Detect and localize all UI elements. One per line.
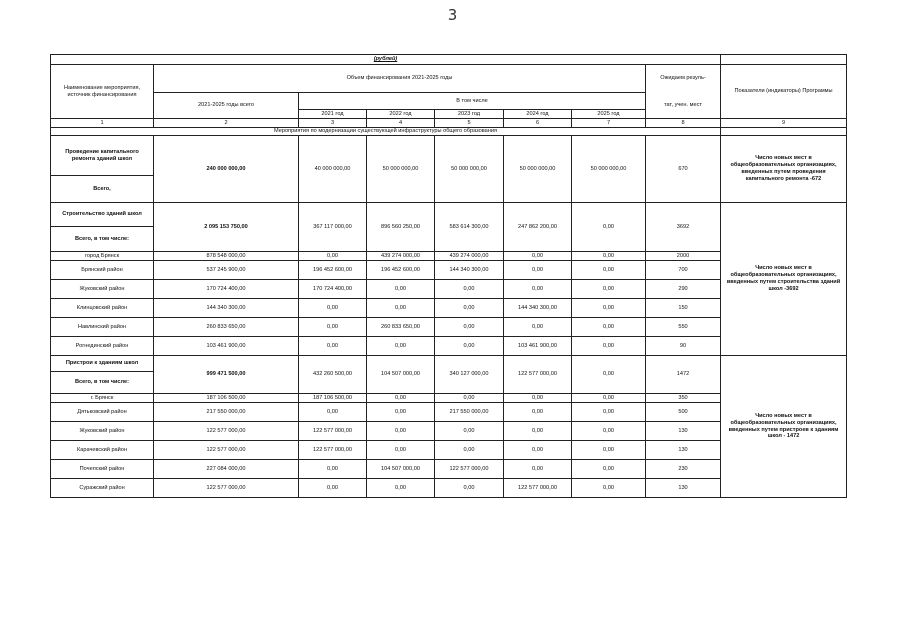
col-num: 7 <box>572 119 646 128</box>
row-value: 0,00 <box>572 280 646 299</box>
block-year-value: 0,00 <box>572 203 646 252</box>
block-subtitle: Всего, <box>51 176 154 203</box>
row-value: 0,00 <box>572 299 646 318</box>
row-value: 439 274 000,00 <box>435 252 504 261</box>
indicator-text: Число новых мест в общеобразовательных организациях, введенных путем строительства зданий школ -3692 <box>721 203 847 356</box>
row-value: 0,00 <box>572 460 646 479</box>
row-value: 230 <box>646 460 721 479</box>
row-value: 0,00 <box>572 252 646 261</box>
header-expected-1: Ожидаем резуль- <box>646 65 721 93</box>
row-value: 0,00 <box>504 460 572 479</box>
block-year-value: 3692 <box>646 203 721 252</box>
row-value: 187 106 500,00 <box>154 394 299 403</box>
row-name: Брянский район <box>51 261 154 280</box>
col-num: 5 <box>435 119 504 128</box>
year-2025: 2025 год <box>572 110 646 119</box>
row-value: 700 <box>646 261 721 280</box>
block-year-value: 0,00 <box>572 356 646 394</box>
row-name: Жуковский район <box>51 280 154 299</box>
row-value: 0,00 <box>504 403 572 422</box>
row-value: 350 <box>646 394 721 403</box>
header-total: 2021-2025 годы всего <box>154 93 299 119</box>
block-title: Строительство зданий школ <box>51 203 154 227</box>
row-value: 0,00 <box>435 441 504 460</box>
row-value: 0,00 <box>504 394 572 403</box>
row-value: 0,00 <box>435 479 504 498</box>
row-value: 170 724 400,00 <box>299 280 367 299</box>
row-value: 187 106 500,00 <box>299 394 367 403</box>
block-title: Пристрои к зданиям школ <box>51 356 154 372</box>
block-year-value: 367 117 000,00 <box>299 203 367 252</box>
row-value: 0,00 <box>299 403 367 422</box>
section-title-row <box>51 128 847 136</box>
row-name: г. Брянск <box>51 394 154 403</box>
row-value: 196 452 600,00 <box>367 261 435 280</box>
header-volume: Объем финансирования 2021-2025 годы <box>154 65 646 93</box>
row-value: 0,00 <box>367 441 435 460</box>
row-value: 0,00 <box>572 318 646 337</box>
block-total-row <box>51 356 847 372</box>
row-value: 0,00 <box>367 479 435 498</box>
row-value: 260 833 650,00 <box>154 318 299 337</box>
block-year-value: 50 000 000,00 <box>367 136 435 203</box>
row-value: 122 577 000,00 <box>299 441 367 460</box>
year-2024: 2024 год <box>504 110 572 119</box>
block-year-value: 1472 <box>646 356 721 394</box>
year-2022: 2022 год <box>367 110 435 119</box>
row-value: 0,00 <box>504 441 572 460</box>
col-num: 3 <box>299 119 367 128</box>
row-value: 130 <box>646 441 721 460</box>
row-value: 122 577 000,00 <box>154 479 299 498</box>
row-value: 878 548 000,00 <box>154 252 299 261</box>
col-num: 1 <box>51 119 154 128</box>
header-row-1 <box>51 65 847 93</box>
financing-table <box>50 54 847 498</box>
block-year-value: 104 507 000,00 <box>367 356 435 394</box>
row-name: Клинцовский район <box>51 299 154 318</box>
block-year-value: 670 <box>646 136 721 203</box>
row-value: 227 084 000,00 <box>154 460 299 479</box>
row-value: 122 577 000,00 <box>299 422 367 441</box>
row-value: 0,00 <box>572 403 646 422</box>
row-value: 0,00 <box>367 422 435 441</box>
row-value: 122 577 000,00 <box>435 460 504 479</box>
block-subtitle: Всего, в том числе: <box>51 372 154 394</box>
year-2023: 2023 год <box>435 110 504 119</box>
block-total-row <box>51 136 847 176</box>
row-value: 0,00 <box>299 252 367 261</box>
row-value: 2000 <box>646 252 721 261</box>
indicator-text: Число новых мест в общеобразовательных организациях, введенных путем проведения капитального ремонта -672 <box>721 136 847 203</box>
col-num: 2 <box>154 119 299 128</box>
row-value: 144 340 300,00 <box>154 299 299 318</box>
row-value: 90 <box>646 337 721 356</box>
row-name: Суражский район <box>51 479 154 498</box>
row-value: 0,00 <box>367 299 435 318</box>
row-value: 150 <box>646 299 721 318</box>
column-numbers-row <box>51 119 847 128</box>
block-total-row <box>51 203 847 227</box>
row-value: 122 577 000,00 <box>154 422 299 441</box>
block-total-value: 999 471 500,00 <box>154 356 299 394</box>
row-value: 0,00 <box>367 280 435 299</box>
row-value: 0,00 <box>299 337 367 356</box>
row-value: 130 <box>646 479 721 498</box>
row-value: 0,00 <box>572 479 646 498</box>
row-value: 122 577 000,00 <box>504 479 572 498</box>
block-subtitle: Всего, в том числе: <box>51 227 154 252</box>
row-value: 104 507 000,00 <box>367 460 435 479</box>
row-value: 144 340 300,00 <box>435 261 504 280</box>
col-num: 6 <box>504 119 572 128</box>
row-value: 170 724 400,00 <box>154 280 299 299</box>
row-value: 537 245 900,00 <box>154 261 299 280</box>
row-value: 130 <box>646 422 721 441</box>
row-name: Жуковский район <box>51 422 154 441</box>
page-number: 3 <box>447 6 458 24</box>
row-value: 500 <box>646 403 721 422</box>
header-name: Наименование мероприятия, источник финансирования <box>51 65 154 119</box>
row-value: 439 274 000,00 <box>367 252 435 261</box>
header-including: В том числе <box>299 93 646 110</box>
row-value: 0,00 <box>299 318 367 337</box>
row-value: 0,00 <box>504 422 572 441</box>
row-value: 103 461 900,00 <box>154 337 299 356</box>
col-num: 8 <box>646 119 721 128</box>
row-value: 144 340 300,00 <box>504 299 572 318</box>
row-value: 0,00 <box>572 261 646 280</box>
col-num: 9 <box>721 119 847 128</box>
year-2021: 2021 год <box>299 110 367 119</box>
row-value: 0,00 <box>367 337 435 356</box>
row-value: 196 452 600,00 <box>299 261 367 280</box>
row-value: 550 <box>646 318 721 337</box>
row-name: Рогнединский район <box>51 337 154 356</box>
row-value: 0,00 <box>299 299 367 318</box>
row-value: 0,00 <box>572 441 646 460</box>
row-value: 260 833 650,00 <box>367 318 435 337</box>
row-value: 0,00 <box>435 299 504 318</box>
section-title: Мероприятия по модернизации существующей инфраструктуры общего образования <box>51 128 721 136</box>
row-value: 0,00 <box>435 337 504 356</box>
row-name: Навлинский район <box>51 318 154 337</box>
header-indicators: Показатели (индикаторы) Программы <box>721 65 847 119</box>
row-value: 0,00 <box>299 460 367 479</box>
empty-cell <box>721 55 847 65</box>
block-year-value: 896 560 250,00 <box>367 203 435 252</box>
row-value: 0,00 <box>435 318 504 337</box>
row-name: Дятьковский район <box>51 403 154 422</box>
row-value: 0,00 <box>572 337 646 356</box>
block-year-value: 50 000 000,00 <box>435 136 504 203</box>
block-title: Проведение капитального ремонта зданий школ <box>51 136 154 176</box>
row-name: Карачевский район <box>51 441 154 460</box>
row-value: 0,00 <box>299 479 367 498</box>
block-year-value: 50 000 000,00 <box>504 136 572 203</box>
block-year-value: 583 614 300,00 <box>435 203 504 252</box>
block-year-value: 50 000 000,00 <box>572 136 646 203</box>
block-year-value: 432 260 500,00 <box>299 356 367 394</box>
unit-row <box>51 55 847 65</box>
row-value: 217 550 000,00 <box>154 403 299 422</box>
block-year-value: 247 862 200,00 <box>504 203 572 252</box>
row-value: 122 577 000,00 <box>154 441 299 460</box>
row-value: 290 <box>646 280 721 299</box>
row-value: 0,00 <box>572 394 646 403</box>
row-value: 217 550 000,00 <box>435 403 504 422</box>
row-value: 0,00 <box>504 252 572 261</box>
block-year-value: 40 000 000,00 <box>299 136 367 203</box>
block-total-value: 240 000 000,00 <box>154 136 299 203</box>
empty-cell <box>721 128 847 136</box>
row-name: город Брянск <box>51 252 154 261</box>
header-expected-2: тат, учен. мест <box>646 93 721 119</box>
row-value: 0,00 <box>367 394 435 403</box>
block-year-value: 122 577 000,00 <box>504 356 572 394</box>
row-value: 0,00 <box>435 394 504 403</box>
row-value: 0,00 <box>367 403 435 422</box>
indicator-text: Число новых мест в общеобразовательных организациях, введенных путем пристроев к зданиям школ - 1472 <box>721 356 847 498</box>
row-value: 103 461 900,00 <box>504 337 572 356</box>
row-value: 0,00 <box>504 280 572 299</box>
row-name: Почепский район <box>51 460 154 479</box>
col-num: 4 <box>367 119 435 128</box>
block-total-value: 2 095 153 750,00 <box>154 203 299 252</box>
block-year-value: 340 127 000,00 <box>435 356 504 394</box>
row-value: 0,00 <box>435 280 504 299</box>
row-value: 0,00 <box>435 422 504 441</box>
row-value: 0,00 <box>504 261 572 280</box>
row-value: 0,00 <box>504 318 572 337</box>
row-value: 0,00 <box>572 422 646 441</box>
unit-label: (рублей) <box>51 55 721 65</box>
